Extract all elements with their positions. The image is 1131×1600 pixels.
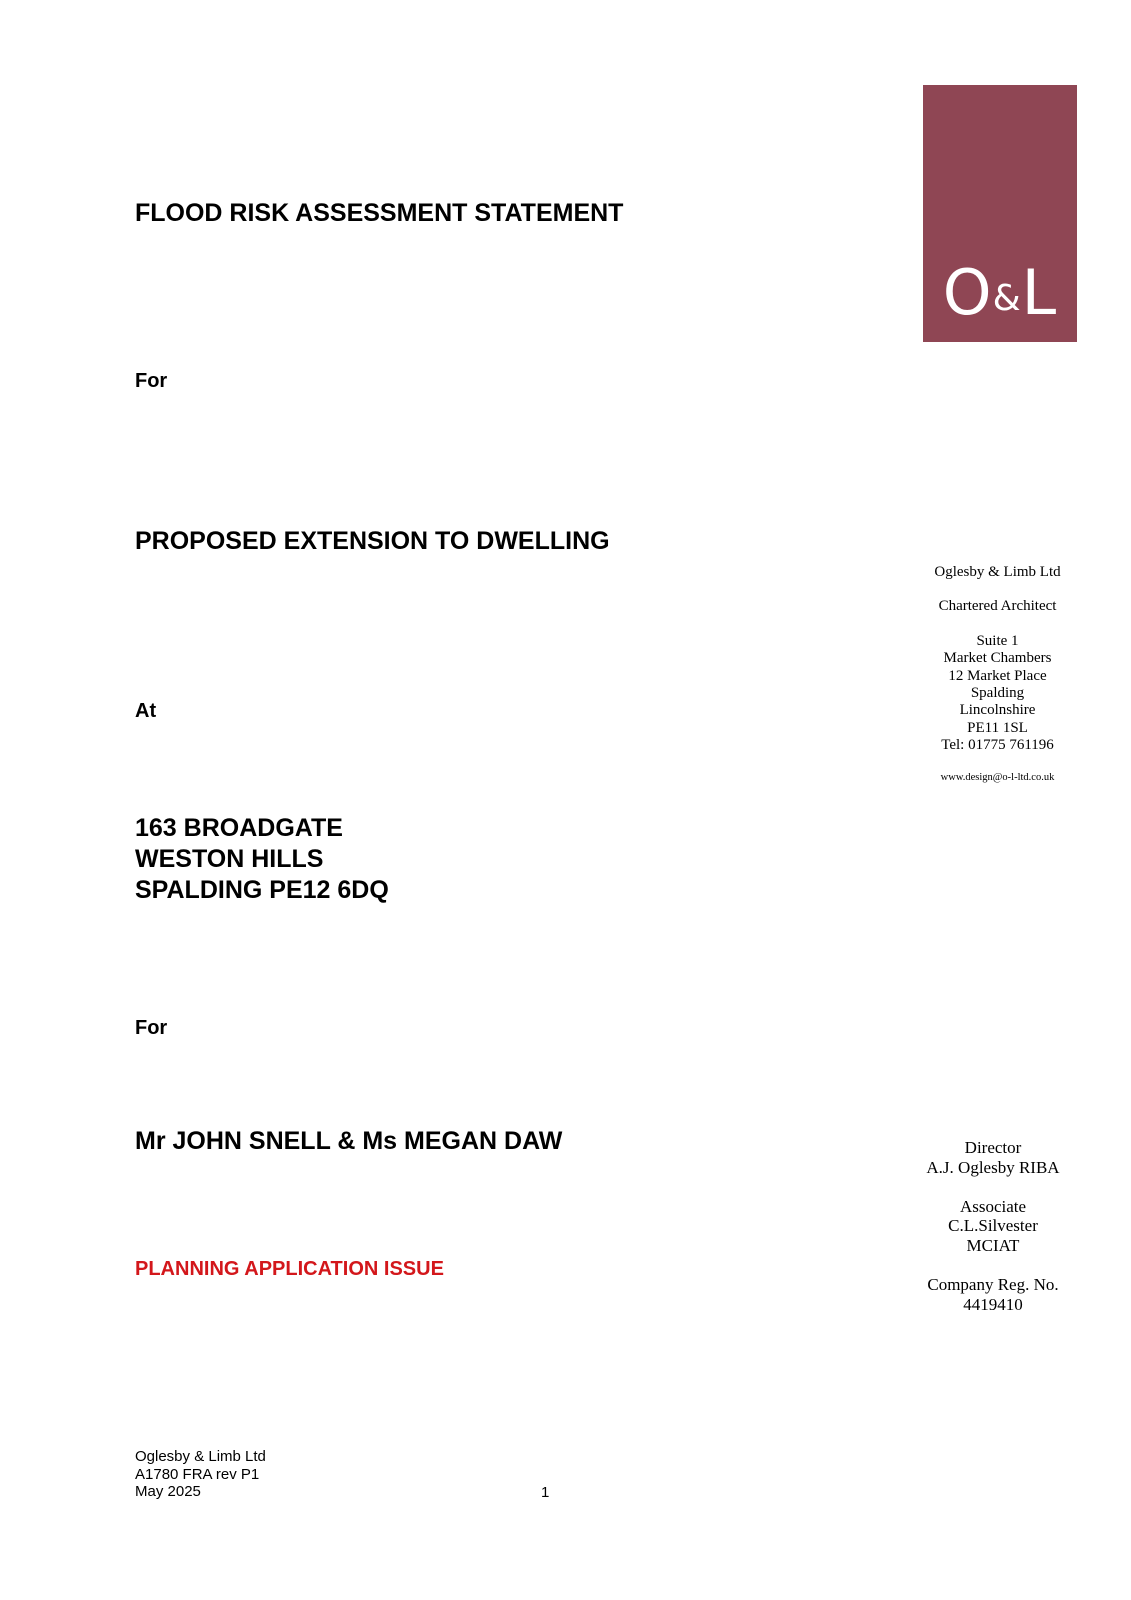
company-tel: Tel: 01775 761196 <box>941 737 1054 754</box>
logo-wordmark: O&L <box>942 256 1058 329</box>
page-number: 1 <box>541 1484 550 1501</box>
reg-label: Company Reg. No. <box>927 1275 1059 1295</box>
company-profession: Chartered Architect <box>938 598 1057 615</box>
associate-qualification: MCIAT <box>966 1235 1020 1255</box>
director-name: A.J. Oglesby RIBA <box>926 1157 1060 1177</box>
company-name: Oglesby & Limb Ltd <box>934 564 1061 580</box>
status-label: PLANNING APPLICATION ISSUE <box>135 1258 444 1280</box>
address-line: Market Chambers <box>943 650 1052 667</box>
project-title: PROPOSED EXTENSION TO DWELLING <box>135 527 610 555</box>
address-line: Spalding <box>970 685 1025 702</box>
footer-line: Oglesby & Limb Ltd <box>135 1448 266 1465</box>
for-label: For <box>135 370 168 392</box>
address-line: WESTON HILLS <box>135 845 324 873</box>
footer-line: May 2025 <box>135 1483 201 1500</box>
address-line: PE11 1SL <box>967 719 1028 736</box>
site-address <box>135 813 389 906</box>
address-line: SPALDING PE12 6DQ <box>135 876 389 904</box>
director-label: Director <box>964 1138 1022 1157</box>
reg-number: 4419410 <box>963 1294 1023 1314</box>
address-line: Lincolnshire <box>959 702 1036 719</box>
footer-line: A1780 FRA rev P1 <box>135 1465 260 1483</box>
client-name: Mr JOHN SNELL & Ms MEGAN DAW <box>135 1127 563 1155</box>
address-line: 163 BROADGATE <box>135 814 343 842</box>
at-label: At <box>135 700 157 722</box>
for-label: For <box>135 1017 168 1039</box>
page-footer <box>135 1448 266 1501</box>
company-officers <box>918 1138 1068 1314</box>
address-line: Suite 1 <box>976 632 1019 649</box>
document-title: FLOOD RISK ASSESSMENT STATEMENT <box>135 199 624 227</box>
company-details <box>925 564 1070 786</box>
company-email: www.design@o-l-ltd.co.uk <box>940 771 1055 783</box>
company-logo <box>923 85 1077 342</box>
address-line: 12 Market Place <box>948 667 1047 684</box>
associate-label: Associate <box>959 1196 1027 1216</box>
associate-name: C.L.Silvester <box>948 1216 1038 1236</box>
